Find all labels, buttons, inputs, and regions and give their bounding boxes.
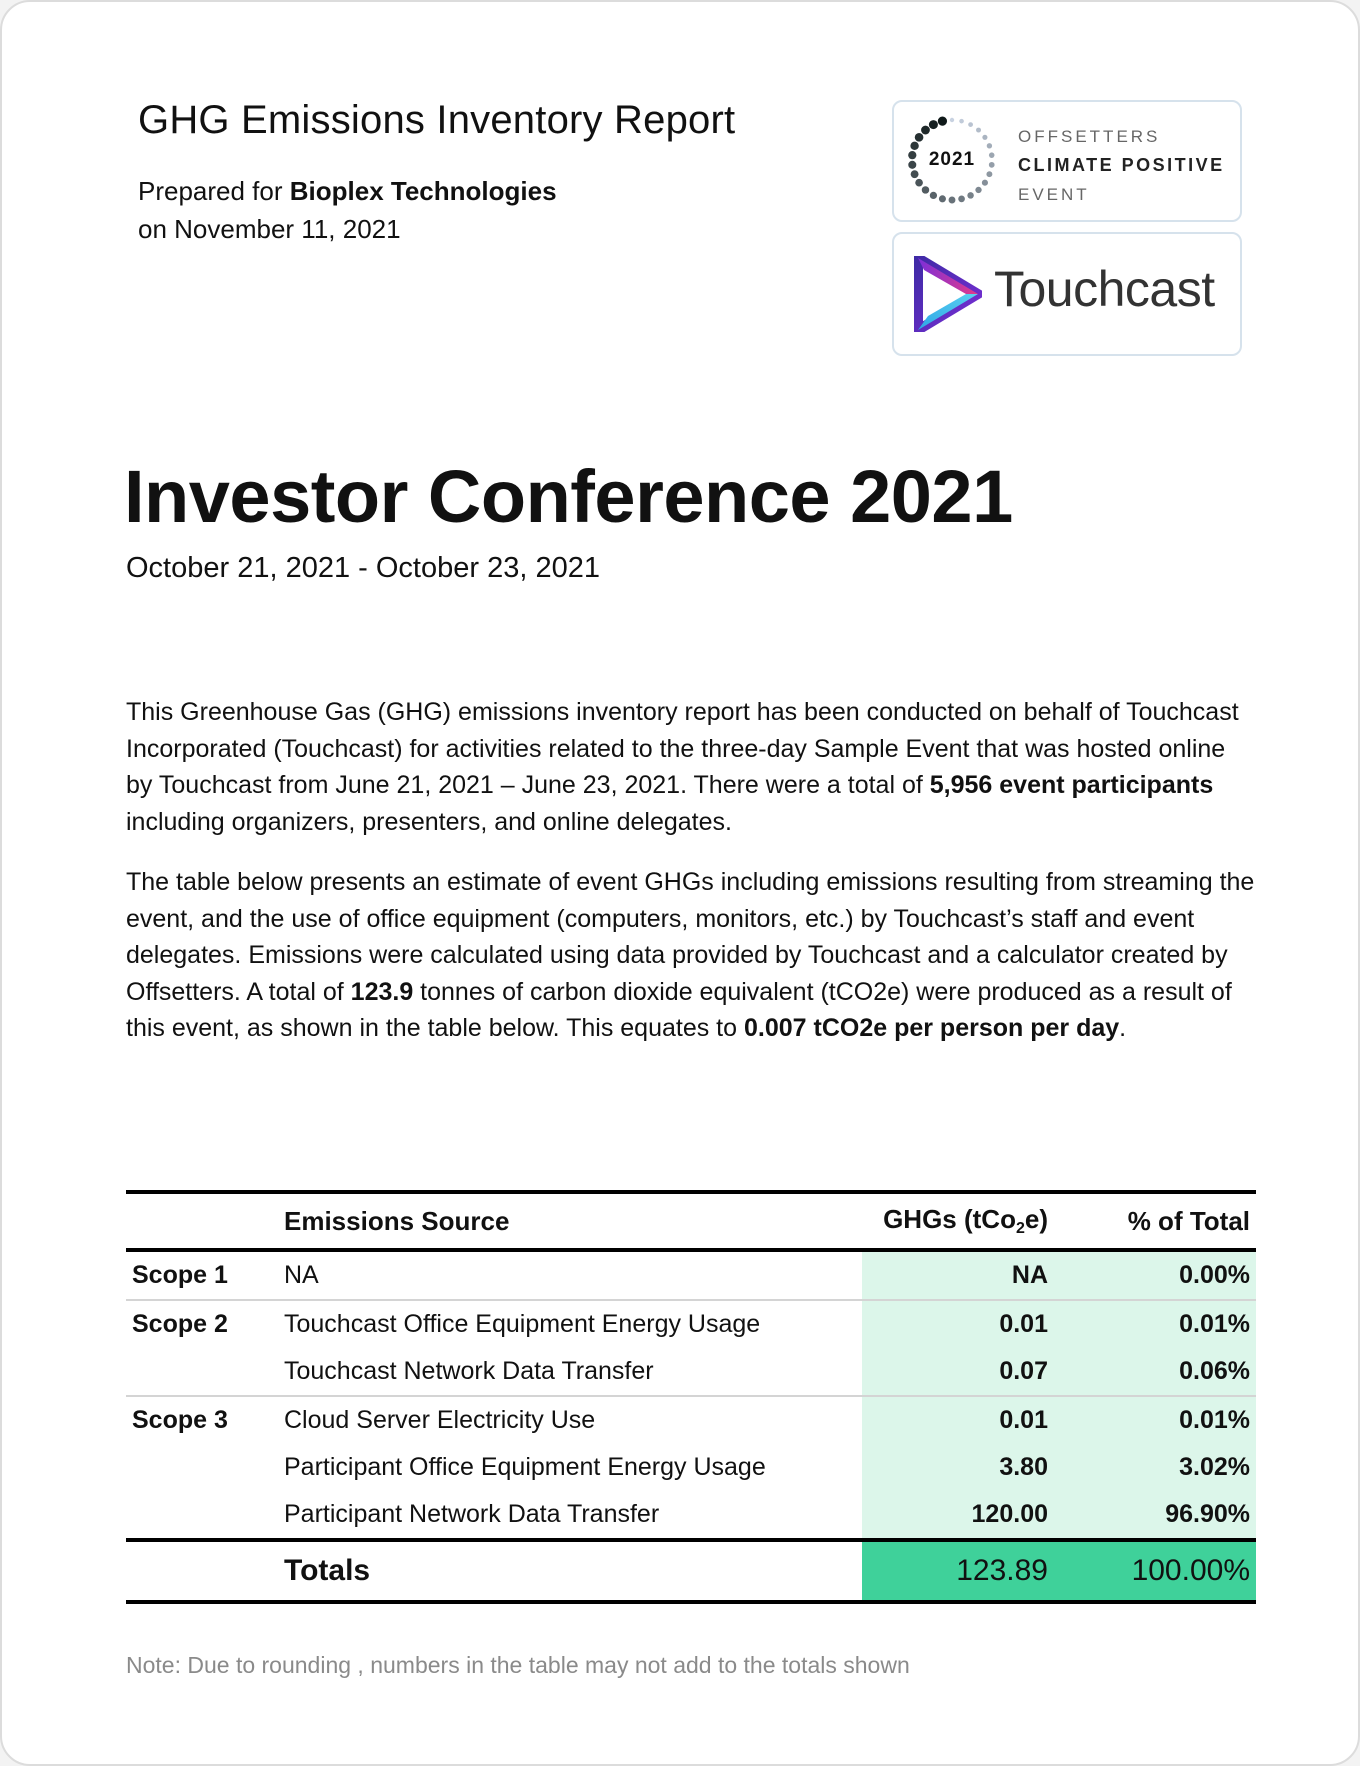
table-row xyxy=(126,1491,1256,1540)
row-ghg: 0.01 xyxy=(862,1300,1062,1348)
prepared-date: on November 11, 2021 xyxy=(138,214,401,244)
row-ghg: NA xyxy=(862,1250,1062,1300)
summary-text-1: The table below presents an estimate of event GHGs including emissions resulting from streaming the event, and the use of office equipment (computers, monitors, etc.) by Touchcast’s staff and event delegates. Emissions were calculated using data provided by Touchcast and a calculator created by Offsetters. A total of xyxy=(126,868,1255,1006)
table-row xyxy=(126,1444,1256,1491)
totals-blank xyxy=(126,1540,278,1602)
ring-dot xyxy=(929,120,938,129)
intro-paragraph xyxy=(126,694,1256,840)
prepared-prefix: Prepared for xyxy=(138,176,290,206)
header-scope xyxy=(126,1192,278,1250)
row-pct: 0.01% xyxy=(1062,1300,1256,1348)
totals-row xyxy=(126,1540,1256,1602)
row-ghg: 3.80 xyxy=(862,1444,1062,1491)
ring-dot xyxy=(989,152,995,158)
row-source: Touchcast Network Data Transfer xyxy=(284,1357,654,1385)
table-row xyxy=(126,1396,1256,1444)
row-pct: 0.00% xyxy=(1062,1250,1256,1300)
ring-dot xyxy=(982,180,988,186)
offsetters-line1: OFFSETTERS xyxy=(1018,127,1161,146)
ring-dot xyxy=(922,186,929,193)
ring-dot xyxy=(967,192,974,199)
ring-dot xyxy=(938,117,947,126)
ring-dot xyxy=(987,143,992,148)
row-scope: Scope 3 xyxy=(126,1396,278,1444)
touchcast-badge xyxy=(892,232,1242,356)
offsetters-badge xyxy=(892,100,1242,222)
ring-dot xyxy=(950,118,954,122)
row-source: Touchcast Office Equipment Energy Usage xyxy=(278,1300,862,1348)
row-pct: 0.06% xyxy=(1062,1348,1256,1396)
table-row xyxy=(126,1250,1256,1300)
badge-year: 2021 xyxy=(928,149,976,170)
intro-text-2: including organizers, presenters, and online delegates. xyxy=(126,807,732,836)
rounding-note: Note: Due to rounding , numbers in the table may not add to the totals shown xyxy=(126,1652,910,1678)
row-source: Participant Network Data Transfer xyxy=(284,1500,660,1528)
offsetters-text xyxy=(1018,122,1225,209)
ring-dot xyxy=(939,195,946,202)
row-ghg: 0.01 xyxy=(862,1396,1062,1444)
ring-dot xyxy=(982,135,987,140)
table-header-row xyxy=(126,1192,1256,1250)
row-scope xyxy=(126,1444,278,1491)
row-pct: 0.01% xyxy=(1062,1396,1256,1444)
table-row xyxy=(126,1348,1256,1396)
header-source: Emissions Source xyxy=(278,1192,862,1250)
totals-pct: 100.00% xyxy=(1062,1540,1256,1602)
ring-dot xyxy=(908,151,916,159)
ring-dot xyxy=(959,119,964,124)
intro-text-1: This Greenhouse Gas (GHG) emissions inventory report has been conducted on behalf of Touchcast Incorporated (Touchcast) for activities related to the three-day Sample Event that was hosted online by Touchcast from June 21, 2021 – June 23, 2021. There were a total of xyxy=(126,698,1239,800)
ring-dot xyxy=(915,179,923,187)
ring-dot xyxy=(949,197,956,204)
touchcast-logo-icon xyxy=(914,256,982,332)
row-pct: 96.90% xyxy=(1062,1491,1256,1540)
header-ghg: GHGs (tCo$_2$e) xyxy=(862,1192,1062,1250)
row-source: Cloud Server Electricity Use xyxy=(278,1396,862,1444)
ring-dot xyxy=(921,126,930,135)
summary-per-person: 0.007 tCO2e per person per day xyxy=(743,1014,1120,1043)
summary-text-2: tonnes of carbon dioxide equivalent (tCO2e) were produced as a result of this event, as shown in the table below. This equates to xyxy=(126,977,1232,1043)
header-pct: % of Total xyxy=(1062,1192,1256,1250)
client-name: Bioplex Technologies xyxy=(289,176,557,206)
row-pct: 3.02% xyxy=(1062,1444,1256,1491)
table-row xyxy=(126,1300,1256,1348)
ring-dot xyxy=(930,192,937,199)
summary-text-3: . xyxy=(1119,1014,1127,1043)
event-dates: October 21, 2021 - October 23, 2021 xyxy=(126,552,600,584)
ring-dot xyxy=(910,142,918,150)
report-title: GHG Emissions Inventory Report xyxy=(138,98,736,142)
ring-dot xyxy=(976,128,981,133)
ring-dot xyxy=(989,162,995,168)
row-scope xyxy=(126,1348,278,1396)
summary-total: 123.9 xyxy=(350,977,414,1006)
row-scope: Scope 1 xyxy=(132,1261,228,1289)
event-title: Investor Conference 2021 xyxy=(124,455,1013,538)
offsetters-line2: CLIMATE POSITIVE xyxy=(1018,155,1225,175)
row-scope: Scope 2 xyxy=(126,1300,278,1348)
totals-label: Totals xyxy=(278,1540,862,1602)
ring-dot xyxy=(975,187,981,193)
summary-paragraph xyxy=(126,864,1256,1047)
row-ghg: 120.00 xyxy=(862,1491,1062,1540)
ring-dot xyxy=(915,133,924,142)
offsetters-line3: EVENT xyxy=(1018,185,1090,204)
touchcast-wordmark: Touchcast xyxy=(994,261,1215,317)
totals-ghg: 123.89 xyxy=(862,1540,1062,1602)
row-scope xyxy=(126,1491,278,1540)
emissions-table xyxy=(126,1190,1256,1604)
ring-dot xyxy=(986,171,992,177)
ring-dot xyxy=(968,122,973,127)
intro-participants: 5,956 event participants xyxy=(929,771,1214,800)
ring-dot xyxy=(908,161,916,169)
row-ghg: 0.07 xyxy=(862,1348,1062,1396)
row-source: Participant Office Equipment Energy Usage xyxy=(284,1453,766,1481)
ring-dot xyxy=(911,170,919,178)
ring-dot xyxy=(958,195,965,202)
prepared-for xyxy=(138,172,557,248)
row-source: NA xyxy=(284,1261,319,1289)
